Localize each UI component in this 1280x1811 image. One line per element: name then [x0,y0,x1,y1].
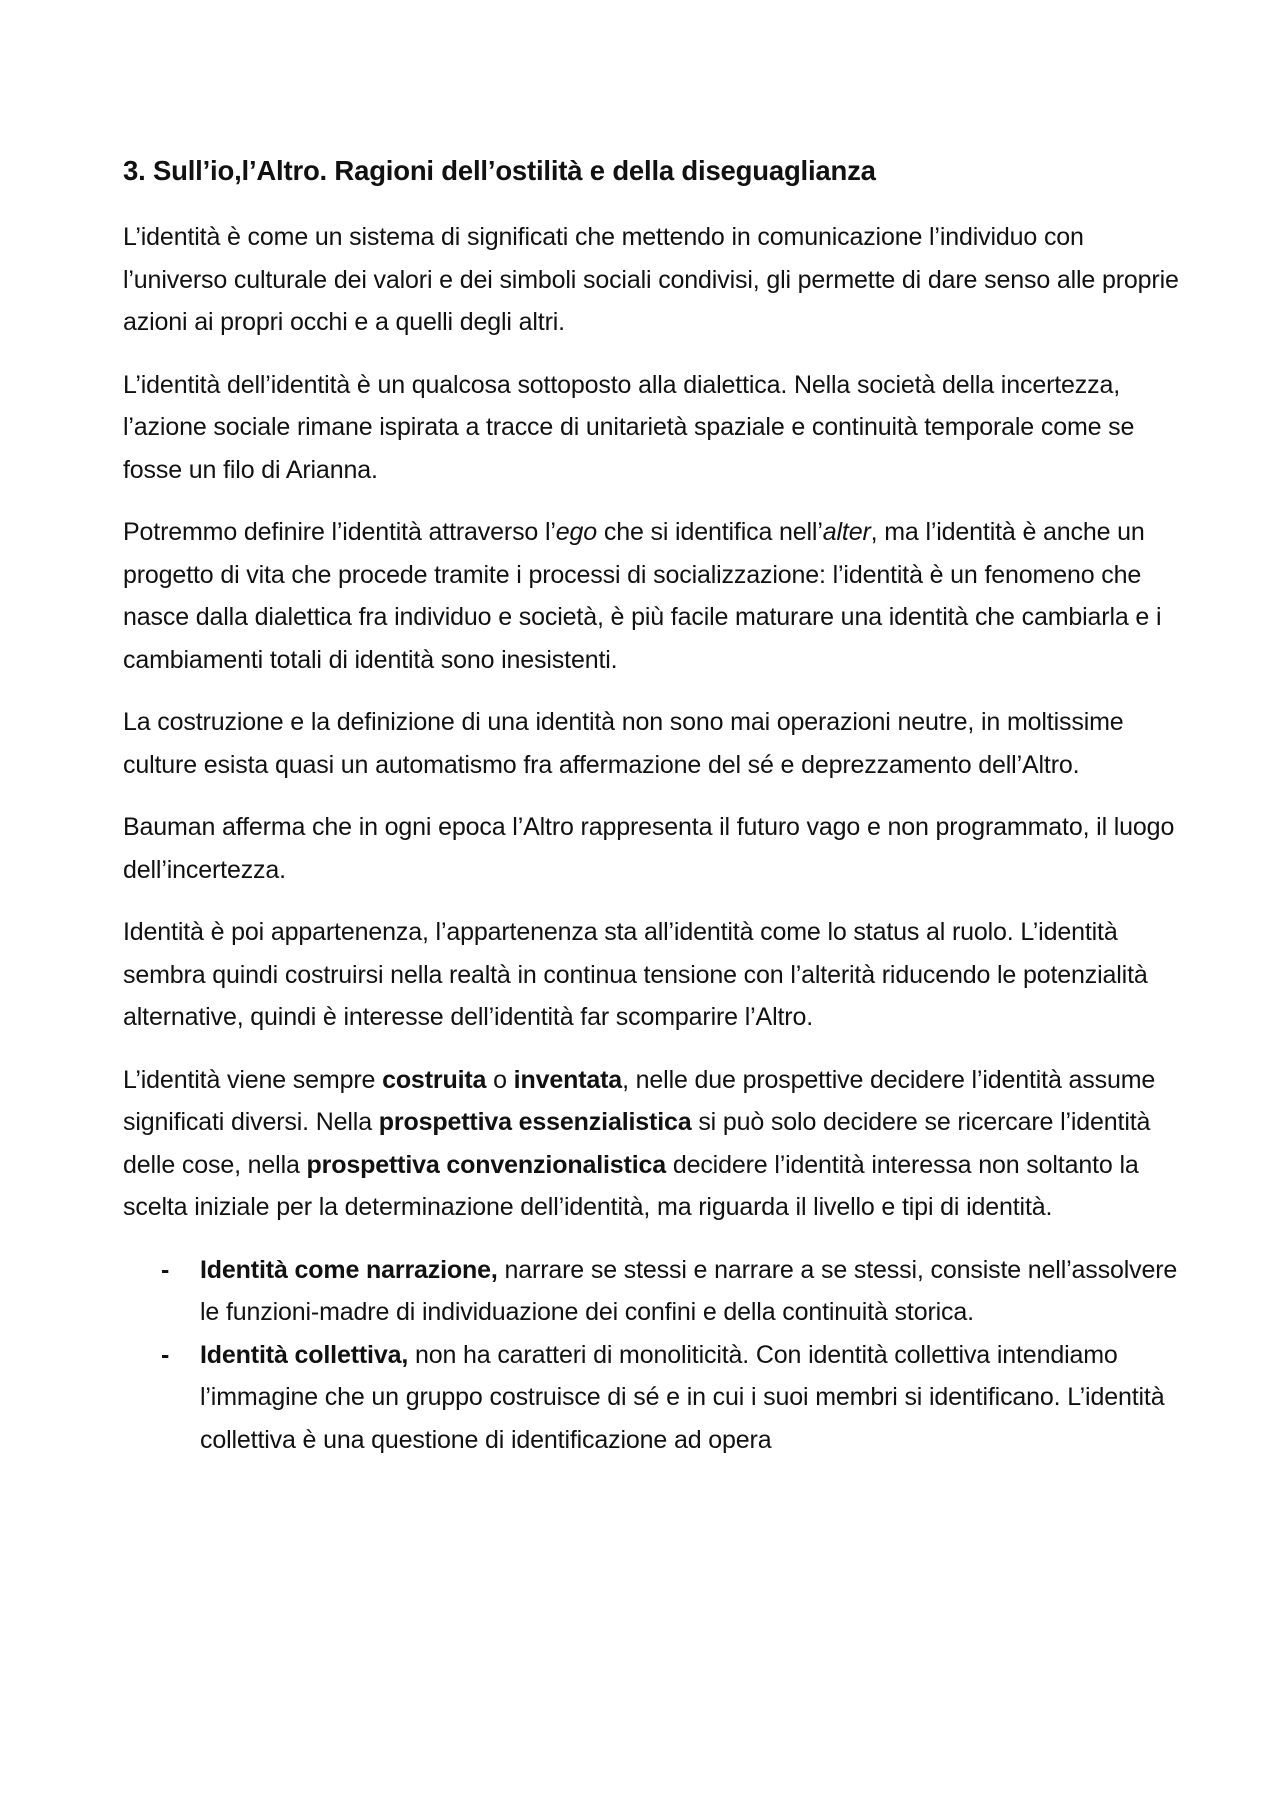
document-page [123,150,1183,1461]
bold-term-essenzialistica: prospettiva essenzialistica [378,1108,692,1136]
text-run: Potremmo definire l’identità attraverso l’ [123,518,556,546]
identity-types-list [123,1249,1183,1462]
paragraph-belonging: Identità è poi appartenenza, l’appartenenza sta all’identità come lo status al ruolo. L’identità sembra quindi costruirsi nella realtà in continua tensione con l’alterità riducendo le potenzialità alternative, quindi è interesse dell’identità far scomparire l’Altro. [123,918,1148,1031]
list-item-text: non ha caratteri di monoliticità. Con identità collettiva intendiamo l’immagine che un gruppo costruisce di sé e in cui i suoi membri si identificano. L’identità collettiva è una questione di identificazione ad opera [200,1340,1165,1454]
list-item [123,1334,1183,1462]
section-heading: 3. Sull’io,l’Altro. Ragioni dell’ostilità e della diseguaglianza [123,155,876,186]
paragraph-built-invented [123,1059,1183,1229]
text-run: o [486,1065,514,1094]
list-item-text: narrare se stessi e narrare a se stessi, consiste nell’assolvere le funzioni-madre di individuazione dei confini e della continuità storica. [200,1255,1178,1326]
italic-term-alter: alter [822,518,871,546]
paragraph-identity-definition: L’identità è come un sistema di significati che mettendo in comunicazione l’individuo con l’universo culturale dei valori e dei simboli sociali condivisi, gli permette di dare senso alle proprie azioni ai propri occhi e a quelli degli altri. [123,223,1179,336]
paragraph-ego-alter [123,511,1183,681]
text-run: L’identità viene sempre [123,1065,383,1094]
list-item-term: Identità come narrazione, [200,1255,498,1284]
paragraph-bauman: Bauman afferma che in ogni epoca l’Altro rappresenta il futuro vago e non programmato, il luogo dell’incertezza. [123,813,1175,884]
text-run: , ma l’identità è anche un progetto di vita che procede tramite i processi di socializzazione: l’identità è un fenomeno che nasce dalla dialettica fra individuo e società, è più facile maturare una identità che cambiarla e i cambiamenti totali di identità sono inesistenti. [123,518,1162,674]
italic-term-ego: ego [555,518,598,546]
text-run: , nelle due prospettive decidere l’identità assume significati diversi. Nella [123,1065,1156,1136]
bold-term-convenzionalistica: prospettiva convenzionalistica [306,1150,667,1179]
bold-term-inventata: inventata [513,1065,623,1094]
bold-term-costruita: costruita [382,1065,487,1094]
list-bullet-dash: - [161,1340,170,1369]
paragraph-identity-dialectic: L’identità dell’identità è un qualcosa sottoposto alla dialettica. Nella società della incertezza, l’azione sociale rimane ispirata a tracce di unitarietà spaziale e continuità temporale come se fosse un filo di Arianna. [123,370,1135,484]
list-item [123,1249,1183,1334]
text-run: si può solo decidere se ricercare l’identità delle cose, nella [123,1108,1151,1179]
list-bullet-dash: - [161,1255,170,1284]
list-item-term: Identità collettiva, [200,1340,409,1369]
text-run: decidere l’identità interessa non soltanto la scelta iniziale per la determinazione dell’identità, ma riguarda il livello e tipi di identità. [123,1150,1139,1221]
text-run: che si identifica nell’ [597,518,823,546]
paragraph-construction: La costruzione e la definizione di una identità non sono mai operazioni neutre, in moltissime culture esista quasi un automatismo fra affermazione del sé e deprezzamento dell’Altro. [123,708,1124,779]
